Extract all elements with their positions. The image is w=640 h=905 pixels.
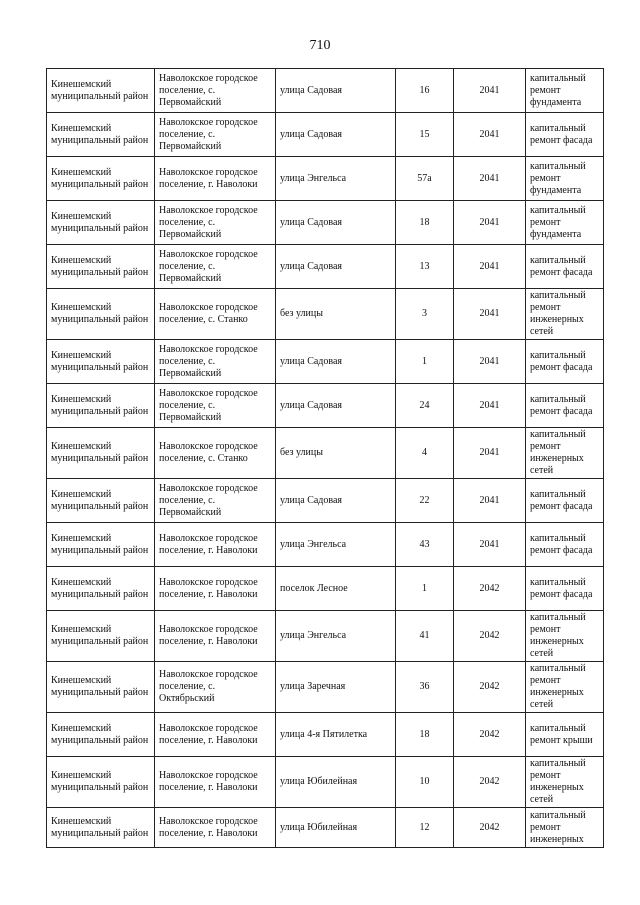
year-cell: 2041 (454, 289, 526, 340)
settlement-cell: Наволокское городское поселение, с. Первомайский (155, 201, 276, 245)
year-cell: 2041 (454, 340, 526, 384)
settlement-cell: Наволокское городское поселение, с. Станко (155, 289, 276, 340)
year-cell: 2041 (454, 113, 526, 157)
district-cell: Кинешемский муниципальный район (47, 662, 155, 713)
table-row (47, 611, 604, 662)
house-number-cell: 15 (396, 113, 454, 157)
house-number-cell: 12 (396, 808, 454, 848)
street-cell: улица Садовая (276, 113, 396, 157)
table-row (47, 428, 604, 479)
district-cell: Кинешемский муниципальный район (47, 713, 155, 757)
district-cell: Кинешемский муниципальный район (47, 340, 155, 384)
house-number-cell: 18 (396, 713, 454, 757)
street-cell: улица Садовая (276, 245, 396, 289)
work-type-cell: капитальный ремонт инженерных сетей (526, 428, 604, 479)
table-row (47, 479, 604, 523)
work-type-cell: капитальный ремонт фасада (526, 113, 604, 157)
year-cell: 2042 (454, 757, 526, 808)
work-type-cell: капитальный ремонт фасада (526, 567, 604, 611)
settlement-cell: Наволокское городское поселение, с. Станко (155, 428, 276, 479)
table-row (47, 713, 604, 757)
street-cell: улица Садовая (276, 69, 396, 113)
settlement-cell: Наволокское городское поселение, с. Первомайский (155, 245, 276, 289)
settlement-cell: Наволокское городское поселение, г. Наволоки (155, 713, 276, 757)
settlement-cell: Наволокское городское поселение, с. Первомайский (155, 340, 276, 384)
work-type-cell: капитальный ремонт инженерных (526, 808, 604, 848)
street-cell: улица Энгельса (276, 611, 396, 662)
registry-table (46, 68, 604, 848)
street-cell: улица Юбилейная (276, 808, 396, 848)
year-cell: 2042 (454, 713, 526, 757)
street-cell: без улицы (276, 289, 396, 340)
district-cell: Кинешемский муниципальный район (47, 611, 155, 662)
street-cell: улица Энгельса (276, 523, 396, 567)
house-number-cell: 36 (396, 662, 454, 713)
street-cell: улица Садовая (276, 384, 396, 428)
work-type-cell: капитальный ремонт фундамента (526, 201, 604, 245)
work-type-cell: капитальный ремонт фасада (526, 479, 604, 523)
house-number-cell: 41 (396, 611, 454, 662)
house-number-cell: 43 (396, 523, 454, 567)
street-cell: улица Юбилейная (276, 757, 396, 808)
year-cell: 2041 (454, 428, 526, 479)
district-cell: Кинешемский муниципальный район (47, 523, 155, 567)
settlement-cell: Наволокское городское поселение, г. Наволоки (155, 523, 276, 567)
settlement-cell: Наволокское городское поселение, с. Первомайский (155, 479, 276, 523)
settlement-cell: Наволокское городское поселение, с. Первомайский (155, 113, 276, 157)
settlement-cell: Наволокское городское поселение, с. Первомайский (155, 384, 276, 428)
work-type-cell: капитальный ремонт фасада (526, 523, 604, 567)
table-row (47, 567, 604, 611)
street-cell: без улицы (276, 428, 396, 479)
table-row (47, 808, 604, 848)
year-cell: 2041 (454, 69, 526, 113)
table-row (47, 757, 604, 808)
house-number-cell: 10 (396, 757, 454, 808)
house-number-cell: 4 (396, 428, 454, 479)
work-type-cell: капитальный ремонт крыши (526, 713, 604, 757)
district-cell: Кинешемский муниципальный район (47, 289, 155, 340)
district-cell: Кинешемский муниципальный район (47, 479, 155, 523)
district-cell: Кинешемский муниципальный район (47, 157, 155, 201)
house-number-cell: 3 (396, 289, 454, 340)
street-cell: улица Энгельса (276, 157, 396, 201)
settlement-cell: Наволокское городское поселение, с. Октябрьский (155, 662, 276, 713)
settlement-cell: Наволокское городское поселение, г. Наволоки (155, 157, 276, 201)
district-cell: Кинешемский муниципальный район (47, 245, 155, 289)
settlement-cell: Наволокское городское поселение, г. Наволоки (155, 567, 276, 611)
year-cell: 2041 (454, 479, 526, 523)
settlement-cell: Наволокское городское поселение, г. Наволоки (155, 611, 276, 662)
house-number-cell: 24 (396, 384, 454, 428)
house-number-cell: 22 (396, 479, 454, 523)
year-cell: 2041 (454, 245, 526, 289)
house-number-cell: 16 (396, 69, 454, 113)
year-cell: 2042 (454, 567, 526, 611)
work-type-cell: капитальный ремонт фасада (526, 245, 604, 289)
house-number-cell: 1 (396, 340, 454, 384)
work-type-cell: капитальный ремонт фасада (526, 384, 604, 428)
district-cell: Кинешемский муниципальный район (47, 384, 155, 428)
work-type-cell: капитальный ремонт инженерных сетей (526, 662, 604, 713)
district-cell: Кинешемский муниципальный район (47, 69, 155, 113)
work-type-cell: капитальный ремонт фундамента (526, 157, 604, 201)
year-cell: 2041 (454, 384, 526, 428)
year-cell: 2041 (454, 157, 526, 201)
table-row (47, 340, 604, 384)
year-cell: 2042 (454, 808, 526, 848)
table-row (47, 201, 604, 245)
house-number-cell: 18 (396, 201, 454, 245)
table-row (47, 523, 604, 567)
page-number: 710 (309, 38, 331, 53)
house-number-cell: 13 (396, 245, 454, 289)
house-number-cell: 57а (396, 157, 454, 201)
street-cell: улица Заречная (276, 662, 396, 713)
street-cell: улица 4-я Пятилетка (276, 713, 396, 757)
year-cell: 2041 (454, 523, 526, 567)
district-cell: Кинешемский муниципальный район (47, 757, 155, 808)
year-cell: 2042 (454, 611, 526, 662)
year-cell: 2041 (454, 201, 526, 245)
district-cell: Кинешемский муниципальный район (47, 808, 155, 848)
table-row (47, 384, 604, 428)
street-cell: улица Садовая (276, 340, 396, 384)
table-row (47, 662, 604, 713)
work-type-cell: капитальный ремонт фасада (526, 340, 604, 384)
street-cell: улица Садовая (276, 201, 396, 245)
year-cell: 2042 (454, 662, 526, 713)
district-cell: Кинешемский муниципальный район (47, 567, 155, 611)
house-number-cell: 1 (396, 567, 454, 611)
work-type-cell: капитальный ремонт инженерных сетей (526, 289, 604, 340)
table-row (47, 157, 604, 201)
street-cell: поселок Лесное (276, 567, 396, 611)
table-row (47, 69, 604, 113)
settlement-cell: Наволокское городское поселение, г. Наволоки (155, 757, 276, 808)
settlement-cell: Наволокское городское поселение, г. Наволоки (155, 808, 276, 848)
work-type-cell: капитальный ремонт инженерных сетей (526, 757, 604, 808)
district-cell: Кинешемский муниципальный район (47, 113, 155, 157)
work-type-cell: капитальный ремонт фундамента (526, 69, 604, 113)
work-type-cell: капитальный ремонт инженерных сетей (526, 611, 604, 662)
table-row (47, 113, 604, 157)
settlement-cell: Наволокское городское поселение, с. Первомайский (155, 69, 276, 113)
district-cell: Кинешемский муниципальный район (47, 201, 155, 245)
street-cell: улица Садовая (276, 479, 396, 523)
table-row (47, 245, 604, 289)
table-row (47, 289, 604, 340)
district-cell: Кинешемский муниципальный район (47, 428, 155, 479)
